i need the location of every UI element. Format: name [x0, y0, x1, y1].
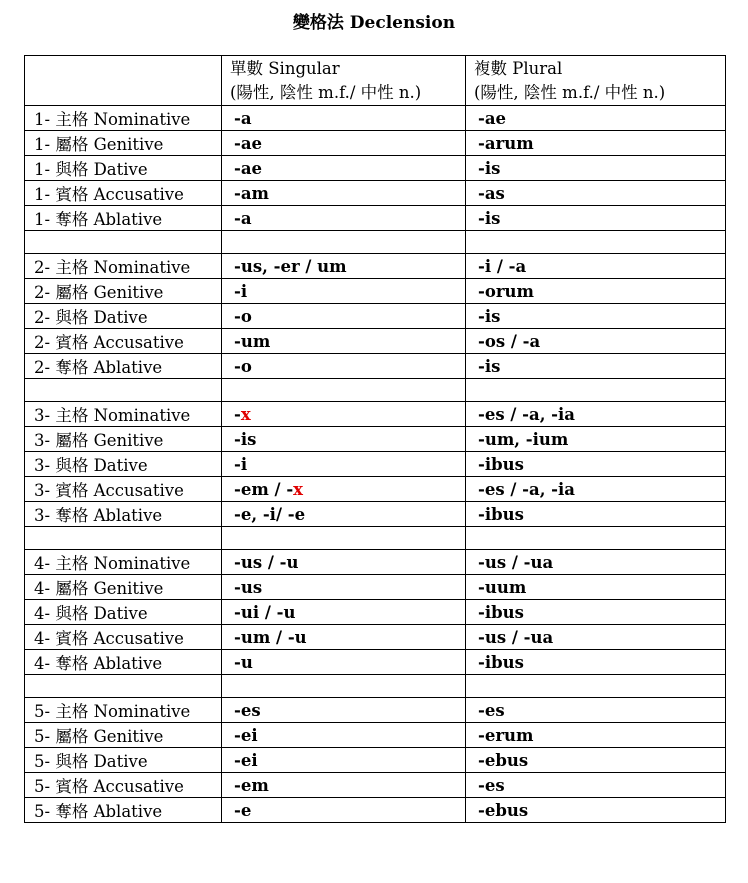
- singular-cell: [222, 452, 466, 477]
- spacer-cell: [222, 379, 466, 402]
- table-row: [25, 354, 726, 379]
- case-cell: 3- 主格 Nominative: [25, 402, 222, 427]
- singular-ending: -e: [234, 800, 252, 820]
- plural-cell: -orum: [466, 279, 726, 304]
- table-row: [25, 427, 726, 452]
- singular-ending: -ui / -u: [234, 602, 296, 622]
- spacer-cell: [466, 231, 726, 254]
- spacer-cell: [466, 379, 726, 402]
- table-row: [25, 600, 726, 625]
- spacer-cell: [222, 527, 466, 550]
- table-row: [25, 698, 726, 723]
- singular-ending: -a: [234, 208, 252, 228]
- singular-cell: [222, 502, 466, 527]
- singular-ending: -ei: [234, 750, 258, 770]
- singular-ending: -em: [234, 775, 269, 795]
- case-cell: 2- 與格 Dative: [25, 304, 222, 329]
- singular-cell: [222, 427, 466, 452]
- case-cell: 2- 奪格 Ablative: [25, 354, 222, 379]
- case-cell: 1- 賓格 Accusative: [25, 181, 222, 206]
- singular-ending: -us: [234, 577, 263, 597]
- plural-cell: -ebus: [466, 748, 726, 773]
- singular-cell: [222, 575, 466, 600]
- case-cell: 3- 與格 Dative: [25, 452, 222, 477]
- header-singular-label: 單數 Singular: [230, 58, 340, 78]
- header-row: [25, 56, 726, 106]
- case-cell: 1- 屬格 Genitive: [25, 131, 222, 156]
- plural-cell: -is: [466, 206, 726, 231]
- singular-cell: [222, 106, 466, 131]
- header-plural-label: 複數 Plural: [474, 58, 563, 78]
- singular-ending: -us / -u: [234, 552, 299, 572]
- highlighted-ending: x: [293, 479, 304, 499]
- header-singular-cell: [222, 56, 466, 106]
- highlighted-ending: x: [240, 404, 251, 424]
- plural-cell: -os / -a: [466, 329, 726, 354]
- spacer-row: [25, 527, 726, 550]
- table-row: [25, 625, 726, 650]
- singular-ending: -o: [234, 356, 252, 376]
- table-row: [25, 156, 726, 181]
- singular-cell: [222, 477, 466, 502]
- singular-ending: -i: [234, 454, 248, 474]
- singular-ending: -i: [234, 281, 248, 301]
- singular-ending: -um: [234, 331, 271, 351]
- table-row: [25, 723, 726, 748]
- table-row: [25, 748, 726, 773]
- singular-cell: [222, 156, 466, 181]
- case-cell: 1- 與格 Dative: [25, 156, 222, 181]
- case-cell: 5- 主格 Nominative: [25, 698, 222, 723]
- case-cell: 4- 賓格 Accusative: [25, 625, 222, 650]
- table-row: [25, 254, 726, 279]
- table-row: [25, 181, 726, 206]
- singular-cell: [222, 131, 466, 156]
- singular-cell: [222, 650, 466, 675]
- header-corner-cell: [25, 56, 222, 106]
- header-singular-sublabel: (陽性, 陰性 m.f./ 中性 n.): [230, 82, 422, 102]
- singular-cell: [222, 723, 466, 748]
- plural-cell: -ebus: [466, 798, 726, 823]
- case-cell: 2- 主格 Nominative: [25, 254, 222, 279]
- case-cell: 3- 屬格 Genitive: [25, 427, 222, 452]
- spacer-cell: [25, 231, 222, 254]
- document-title: 變格法 Declension: [292, 13, 456, 33]
- plural-cell: -ibus: [466, 650, 726, 675]
- spacer-cell: [466, 527, 726, 550]
- plural-cell: -uum: [466, 575, 726, 600]
- case-cell: 5- 奪格 Ablative: [25, 798, 222, 823]
- table-row: [25, 131, 726, 156]
- singular-cell: [222, 773, 466, 798]
- table-row: [25, 550, 726, 575]
- plural-cell: -es: [466, 773, 726, 798]
- plural-cell: -erum: [466, 723, 726, 748]
- singular-ending: -em / -: [234, 479, 294, 499]
- plural-cell: -um, -ium: [466, 427, 726, 452]
- spacer-cell: [25, 379, 222, 402]
- declension-table: [24, 55, 726, 823]
- table-row: [25, 798, 726, 823]
- case-cell: 5- 屬格 Genitive: [25, 723, 222, 748]
- singular-ending: -ae: [234, 158, 263, 178]
- header-plural-cell: [466, 56, 726, 106]
- case-cell: 4- 奪格 Ablative: [25, 650, 222, 675]
- singular-ending: -o: [234, 306, 252, 326]
- singular-ending: -es: [234, 700, 261, 720]
- singular-cell: [222, 304, 466, 329]
- singular-ending: -: [234, 404, 241, 424]
- singular-cell: [222, 206, 466, 231]
- singular-cell: [222, 698, 466, 723]
- table-row: [25, 106, 726, 131]
- plural-cell: -i / -a: [466, 254, 726, 279]
- spacer-cell: [25, 675, 222, 698]
- table-row: [25, 206, 726, 231]
- plural-cell: -ibus: [466, 452, 726, 477]
- table-row: [25, 402, 726, 427]
- singular-ending: -is: [234, 429, 257, 449]
- spacer-cell: [222, 231, 466, 254]
- singular-cell: [222, 254, 466, 279]
- singular-ending: -am: [234, 183, 269, 203]
- table-row: [25, 452, 726, 477]
- singular-ending: -u: [234, 652, 253, 672]
- singular-cell: [222, 625, 466, 650]
- singular-cell: [222, 798, 466, 823]
- singular-cell: [222, 550, 466, 575]
- singular-cell: [222, 329, 466, 354]
- table-row: [25, 575, 726, 600]
- spacer-cell: [222, 675, 466, 698]
- singular-ending: -us, -er / um: [234, 256, 347, 276]
- table-row: [25, 650, 726, 675]
- singular-ending: -um / -u: [234, 627, 307, 647]
- table-row: [25, 329, 726, 354]
- plural-cell: -us / -ua: [466, 550, 726, 575]
- plural-cell: -is: [466, 156, 726, 181]
- table-row: [25, 304, 726, 329]
- case-cell: 5- 賓格 Accusative: [25, 773, 222, 798]
- singular-cell: [222, 181, 466, 206]
- singular-cell: [222, 354, 466, 379]
- case-cell: 1- 奪格 Ablative: [25, 206, 222, 231]
- case-cell: 4- 屬格 Genitive: [25, 575, 222, 600]
- case-cell: 4- 與格 Dative: [25, 600, 222, 625]
- plural-cell: -es / -a, -ia: [466, 477, 726, 502]
- spacer-cell: [25, 527, 222, 550]
- singular-cell: [222, 402, 466, 427]
- singular-ending: -ei: [234, 725, 258, 745]
- plural-cell: -ae: [466, 106, 726, 131]
- case-cell: 2- 屬格 Genitive: [25, 279, 222, 304]
- plural-cell: -is: [466, 304, 726, 329]
- plural-cell: -us / -ua: [466, 625, 726, 650]
- plural-cell: -arum: [466, 131, 726, 156]
- spacer-cell: [466, 675, 726, 698]
- case-cell: 1- 主格 Nominative: [25, 106, 222, 131]
- singular-ending: -e, -i/ -e: [234, 504, 306, 524]
- singular-cell: [222, 279, 466, 304]
- spacer-row: [25, 379, 726, 402]
- table-row: [25, 477, 726, 502]
- singular-ending: -ae: [234, 133, 263, 153]
- table-row: [25, 502, 726, 527]
- plural-cell: -ibus: [466, 600, 726, 625]
- singular-cell: [222, 748, 466, 773]
- case-cell: 4- 主格 Nominative: [25, 550, 222, 575]
- plural-cell: -ibus: [466, 502, 726, 527]
- spacer-row: [25, 231, 726, 254]
- table-row: [25, 279, 726, 304]
- case-cell: 3- 賓格 Accusative: [25, 477, 222, 502]
- case-cell: 3- 奪格 Ablative: [25, 502, 222, 527]
- table-row: [25, 773, 726, 798]
- header-plural-sublabel: (陽性, 陰性 m.f./ 中性 n.): [474, 82, 666, 102]
- plural-cell: -is: [466, 354, 726, 379]
- plural-cell: -as: [466, 181, 726, 206]
- case-cell: 2- 賓格 Accusative: [25, 329, 222, 354]
- plural-cell: -es / -a, -ia: [466, 402, 726, 427]
- case-cell: 5- 與格 Dative: [25, 748, 222, 773]
- plural-cell: -es: [466, 698, 726, 723]
- spacer-row: [25, 675, 726, 698]
- singular-ending: -a: [234, 108, 252, 128]
- singular-cell: [222, 600, 466, 625]
